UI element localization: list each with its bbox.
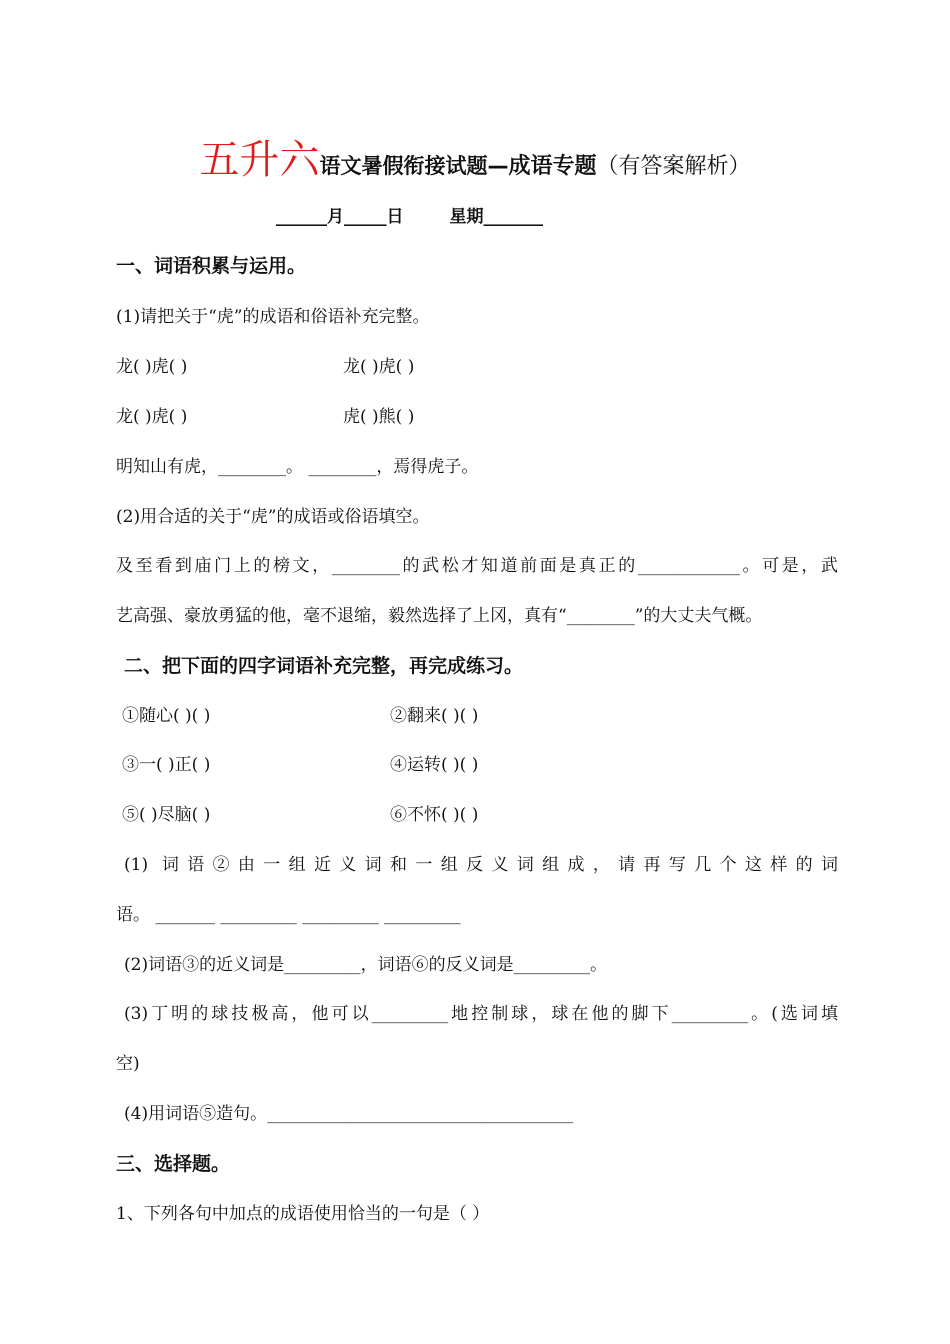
section1-para1: 及至看到庙门上的榜文，________的武松才知道前面是真正的____________。可是，武 — [116, 556, 838, 576]
date-weekday: 星期_______ — [449, 207, 543, 227]
section1-row1b: 龙( )虎( ) — [343, 357, 415, 377]
section2-item5: ⑤( )尽脑( ) — [122, 805, 211, 825]
title-topic: 成语专题 — [508, 154, 597, 179]
section2-q1-line1: (1) 词语②由一组近义词和一组反义词组成，请再写几个这样的词 — [124, 855, 838, 875]
section2-q3-line1: (3)丁明的球技极高，他可以_________地控制球，球在他的脚下_________。(选词填 — [124, 1004, 838, 1024]
date-month-day: ______月_____日 — [276, 207, 404, 227]
section1-proverb: 明知山有虎，________。 ________，焉得虎子。 — [116, 457, 479, 477]
section3-q1: 1、下列各句中加点的成语使用恰当的一句是（ ） — [116, 1204, 490, 1224]
page-title — [0, 128, 950, 185]
section1-q2: (2)用合适的关于“虎”的成语或俗语填空。 — [116, 507, 430, 527]
section2-q4: (4)用词语⑤造句。____________________________________ — [124, 1104, 574, 1124]
section2-item2: ②翻来( )( ) — [390, 706, 479, 726]
section2-q1-line2: 语。 _______ _________ _________ _________ — [116, 905, 461, 925]
date-line — [276, 202, 543, 227]
section2-q3-line2: 空) — [116, 1054, 140, 1074]
title-main: 语文暑假衔接试题— — [319, 154, 509, 178]
section1-q1: (1)请把关于“虎”的成语和俗语补充完整。 — [116, 307, 430, 327]
section2-item3: ③一( )正( ) — [122, 755, 211, 775]
section2-heading: 二、把下面的四字词语补充完整，再完成练习。 — [124, 655, 524, 677]
section1-heading: 一、词语积累与运用。 — [116, 255, 307, 277]
section2-item4: ④运转( )( ) — [390, 755, 479, 775]
section1-row1a: 龙( )虎( ) — [116, 357, 188, 377]
section2-q2: (2)词语③的近义词是_________，词语⑥的反义词是_________。 — [124, 955, 608, 975]
section2-item6: ⑥不怀( )( ) — [390, 805, 479, 825]
section1-para2: 艺高强、豪放勇猛的他，毫不退缩，毅然选择了上冈，真有“________”的大丈夫气概。 — [116, 606, 763, 626]
section3-heading: 三、选择题。 — [116, 1153, 231, 1175]
title-note: （有答案解析） — [596, 154, 751, 179]
title-grade: 五升六 — [199, 137, 320, 183]
section2-item1: ①随心( )( ) — [122, 706, 211, 726]
section1-row2a: 龙( )虎( ) — [116, 407, 188, 427]
section1-row2b: 虎( )熊( ) — [343, 407, 415, 427]
